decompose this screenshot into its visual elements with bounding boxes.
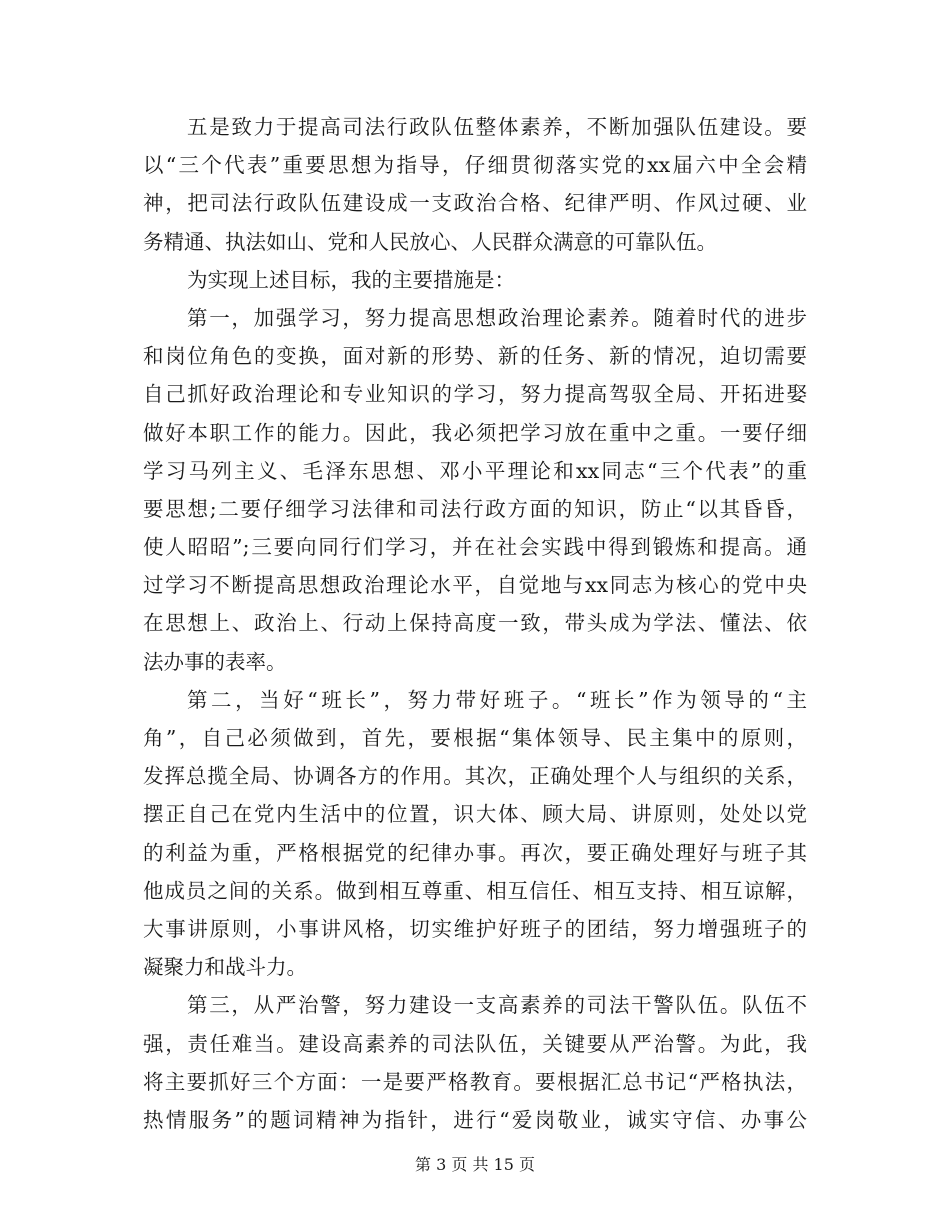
text-line: 第二，当好“班长”，努力带好班子。“班长”作为领导的“主 xyxy=(187,687,807,712)
text-line: 过学习不断提高思想政治理论水平，自觉地与xx同志为核心的党中央 xyxy=(143,573,807,598)
text-line: 将主要抓好三个方面：一是要严格教育。要根据汇总书记“严格执法， xyxy=(143,1069,807,1094)
text-line: 在思想上、政治上、行动上保持高度一致，带头成为学法、懂法、依 xyxy=(143,611,807,636)
text-line: 为实现上述目标，我的主要措施是： xyxy=(187,267,515,292)
text-line: 做好本职工作的能力。因此，我必须把学习放在重中之重。一要仔细 xyxy=(143,420,807,445)
text-line: 的利益为重，严格根据党的纪律办事。再次，要正确处理好与班子其 xyxy=(143,840,807,865)
text-line: 和岗位角色的变换，面对新的形势、新的任务、新的情况，迫切需要 xyxy=(143,344,807,369)
text-line: 五是致力于提高司法行政队伍整体素养，不断加强队伍建设。要 xyxy=(187,115,807,139)
text-line: 他成员之间的关系。做到相互尊重、相互信任、相互支持、相互谅解， xyxy=(143,878,807,903)
text-line: 学习马列主义、毛泽东思想、邓小平理论和xx同志“三个代表”的重 xyxy=(143,458,807,483)
text-line: 以“三个代表”重要思想为指导，仔细贯彻落实党的xx届六中全会精 xyxy=(143,153,807,178)
text-line: 大事讲原则，小事讲风格，切实维护好班子的团结，努力增强班子的 xyxy=(143,916,807,941)
text-line: 要思想;二要仔细学习法律和司法行政方面的知识，防止“以其昏昏， xyxy=(143,496,807,521)
text-line: 强，责任难当。建设高素养的司法队伍，关键要从严治警。为此，我 xyxy=(143,1031,807,1056)
text-line: 第三，从严治警，努力建设一支高素养的司法干警队伍。队伍不 xyxy=(187,993,807,1018)
text-line: 第一，加强学习，努力提高思想政治理论素养。随着时代的进步 xyxy=(187,305,807,330)
page-number-footer: 第 3 页 共 15 页 xyxy=(415,1155,535,1174)
text-line: 务精通、执法如山、党和人民放心、人民群众满意的可靠队伍。 xyxy=(143,229,717,254)
text-line: 法办事的表率。 xyxy=(143,649,287,674)
text-line: 自己抓好政治理论和专业知识的学习，努力提高驾驭全局、开拓进娶 xyxy=(143,382,807,407)
text-line: 凝聚力和战斗力。 xyxy=(143,955,307,980)
text-line: 发挥总揽全局、协调各方的作用。其次，正确处理个人与组织的关系， xyxy=(143,764,807,789)
text-line: 使人昭昭”;三要向同行们学习，并在社会实践中得到锻炼和提高。通 xyxy=(143,535,807,560)
text-line: 神，把司法行政队伍建设成一支政治合格、纪律严明、作风过硬、业 xyxy=(143,191,807,216)
text-line: 摆正自己在党内生活中的位置，识大体、顾大局、讲原则，处处以党 xyxy=(143,802,807,827)
body-text xyxy=(143,108,807,1139)
text-line: 热情服务”的题词精神为指针，进行“爱岗敬业，诚实守信、办事公 xyxy=(143,1107,807,1132)
text-line: 角”，自己必须做到，首先，要根据“集体领导、民主集中的原则， xyxy=(143,726,807,750)
